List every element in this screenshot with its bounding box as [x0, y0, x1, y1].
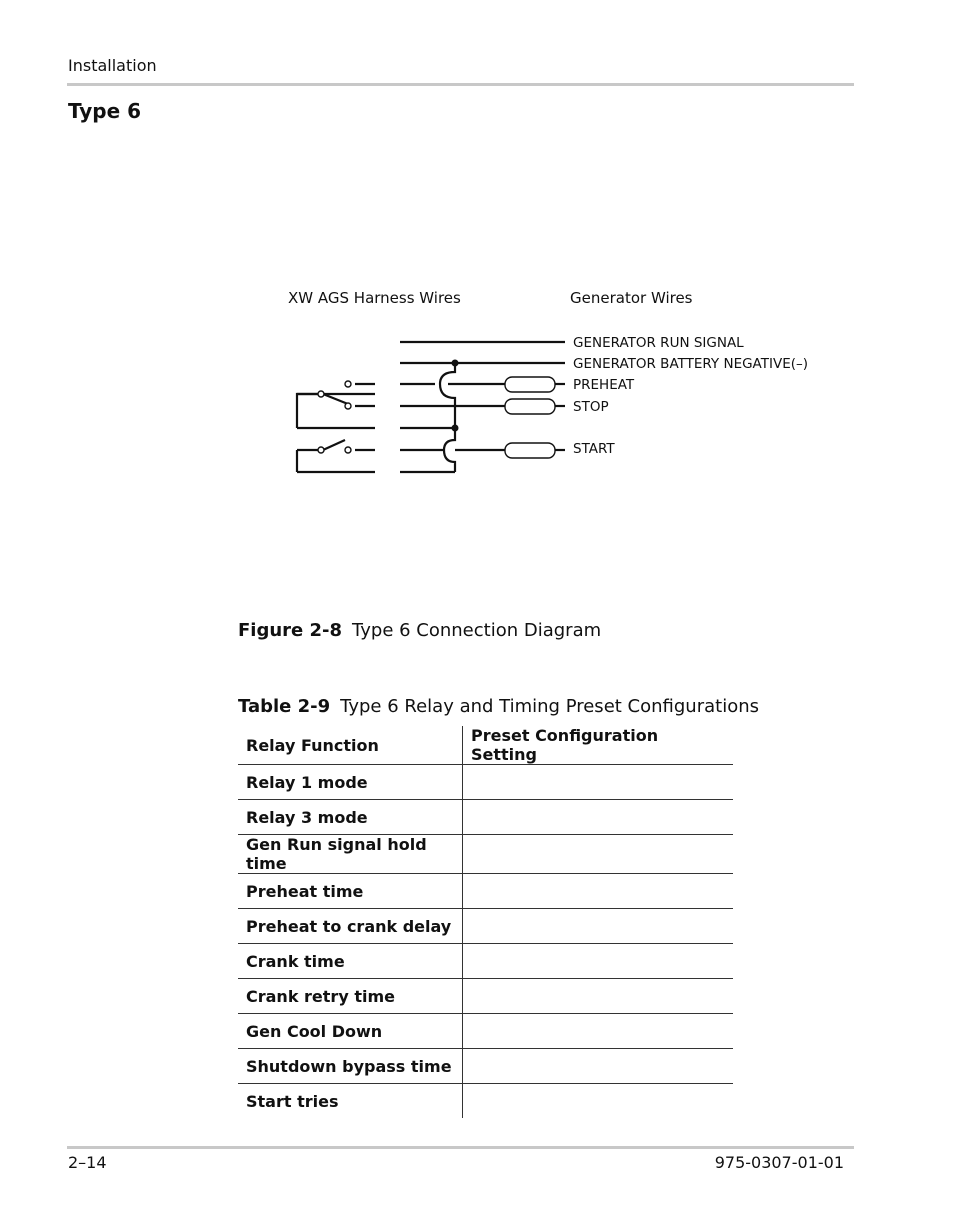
- table-cell: Gen Run signal hold time: [238, 835, 463, 874]
- table-cell: Gen Cool Down: [238, 1014, 463, 1049]
- table-row: [238, 979, 733, 1014]
- table-cell: [463, 944, 734, 979]
- table-cell: [463, 1049, 734, 1084]
- table-cell: Relay 1 mode: [238, 765, 463, 800]
- diagram-right-heading: Generator Wires: [570, 289, 693, 307]
- preset-table: [238, 726, 733, 1118]
- table-cell: [463, 800, 734, 835]
- table-cell: [463, 874, 734, 909]
- stop-fuse-icon: [505, 399, 555, 414]
- table-row: [238, 1084, 733, 1119]
- figure-title: Type 6 Connection Diagram: [352, 620, 602, 641]
- common-bus: [440, 363, 455, 472]
- junction-dot: [452, 360, 459, 367]
- table-row: [238, 765, 733, 800]
- table-number: Table 2-9: [238, 696, 331, 717]
- table-cell: Relay 3 mode: [238, 800, 463, 835]
- table-cell: [463, 835, 734, 874]
- junction-dot: [452, 425, 459, 432]
- diagram-left-heading: XW AGS Harness Wires: [288, 289, 461, 307]
- table-row: [238, 800, 733, 835]
- section-title: Type 6: [68, 99, 142, 123]
- table-title: Type 6 Relay and Timing Preset Configurations: [340, 696, 759, 717]
- table-caption: [238, 696, 759, 717]
- table-cell: [463, 1084, 734, 1119]
- table-cell: [463, 909, 734, 944]
- column-header: Relay Function: [238, 726, 463, 765]
- table-row: [238, 909, 733, 944]
- label-stop: STOP: [573, 399, 609, 415]
- table-row: [238, 944, 733, 979]
- table-cell: Preheat to crank delay: [238, 909, 463, 944]
- table-row: [238, 1014, 733, 1049]
- column-header: Preset Configuration Setting: [463, 726, 734, 765]
- running-header: Installation: [68, 56, 157, 75]
- table-row: [238, 835, 733, 874]
- preheat-fuse-icon: [505, 377, 555, 392]
- table-cell: [463, 765, 734, 800]
- start-fuse-icon: [505, 443, 555, 458]
- table-cell: Crank time: [238, 944, 463, 979]
- table-cell: Start tries: [238, 1084, 463, 1119]
- relay-2-switch-icon: [323, 440, 345, 450]
- table-cell: [463, 979, 734, 1014]
- relay-1-switch-icon: [323, 394, 348, 404]
- footer-rule: [67, 1146, 854, 1149]
- label-preheat: PREHEAT: [573, 377, 635, 393]
- document-number: 975-0307-01-01: [714, 1153, 844, 1172]
- table-cell: Shutdown bypass time: [238, 1049, 463, 1084]
- table-header-row: [238, 726, 733, 765]
- page-number: 2–14: [68, 1153, 107, 1172]
- label-start: START: [573, 441, 615, 457]
- table-row: [238, 874, 733, 909]
- label-gen-battery-negative: GENERATOR BATTERY NEGATIVE(–): [573, 356, 809, 372]
- table-cell: Preheat time: [238, 874, 463, 909]
- label-gen-run-signal: GENERATOR RUN SIGNAL: [573, 335, 744, 351]
- figure-caption: [238, 620, 601, 641]
- figure-number: Figure 2-8: [238, 620, 343, 641]
- table-cell: [463, 1014, 734, 1049]
- table-cell: Crank retry time: [238, 979, 463, 1014]
- table-row: [238, 1049, 733, 1084]
